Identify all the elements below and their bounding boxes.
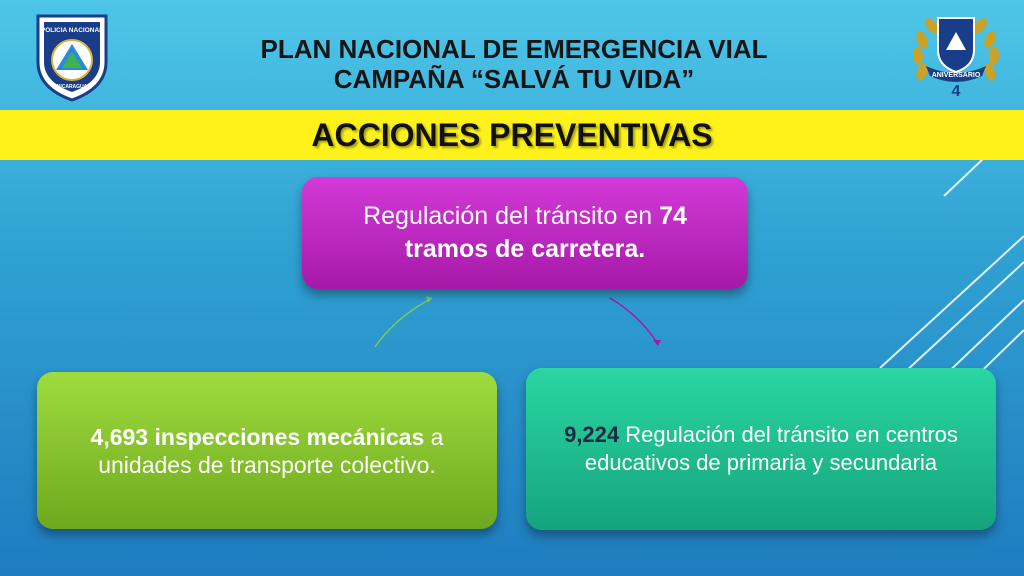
police-shield-icon — [30, 10, 114, 102]
anniversary-logo — [908, 10, 1004, 100]
svg-text:POLICIA NACIONAL: POLICIA NACIONAL — [40, 27, 104, 34]
title-line-1: PLAN NACIONAL DE EMERGENCIA VIAL — [260, 34, 768, 64]
action-left-text — [61, 423, 473, 479]
anniversary-laurel-icon — [908, 10, 1004, 100]
action-left-rest: a unidades de transporte colectivo. — [98, 423, 444, 478]
svg-text:NICARAGUA: NICARAGUA — [56, 84, 88, 90]
page-title — [150, 34, 878, 94]
action-top-text — [363, 200, 687, 266]
action-right-number: 9,224 — [564, 422, 620, 447]
action-right-rest: Regulación del tránsito en centros educativos de primaria y secundaria — [584, 422, 958, 475]
action-right-text — [556, 421, 966, 477]
arrow-top-to-right — [610, 298, 658, 344]
police-shield-logo — [30, 10, 114, 102]
action-box-school-regulation — [526, 368, 996, 530]
action-box-road-regulation — [302, 177, 748, 289]
title-line-2: CAMPAÑA “SALVÁ TU VIDA” — [333, 64, 695, 94]
action-top-text-b: tramos de carretera. — [404, 235, 646, 263]
arrow-left-to-top — [375, 298, 432, 347]
action-box-mechanical-inspections — [37, 372, 497, 529]
action-top-text-a: Regulación del tránsito en — [363, 202, 660, 230]
action-left-bold-text: inspecciones mecánicas — [148, 423, 425, 450]
action-top-number: 74 — [659, 202, 687, 230]
svg-text:4: 4 — [951, 83, 961, 100]
action-left-number: 4,693 — [90, 423, 149, 450]
banner-title: ACCIONES PREVENTIVAS — [311, 117, 713, 153]
svg-text:ANIVERSARIO: ANIVERSARIO — [931, 72, 981, 79]
